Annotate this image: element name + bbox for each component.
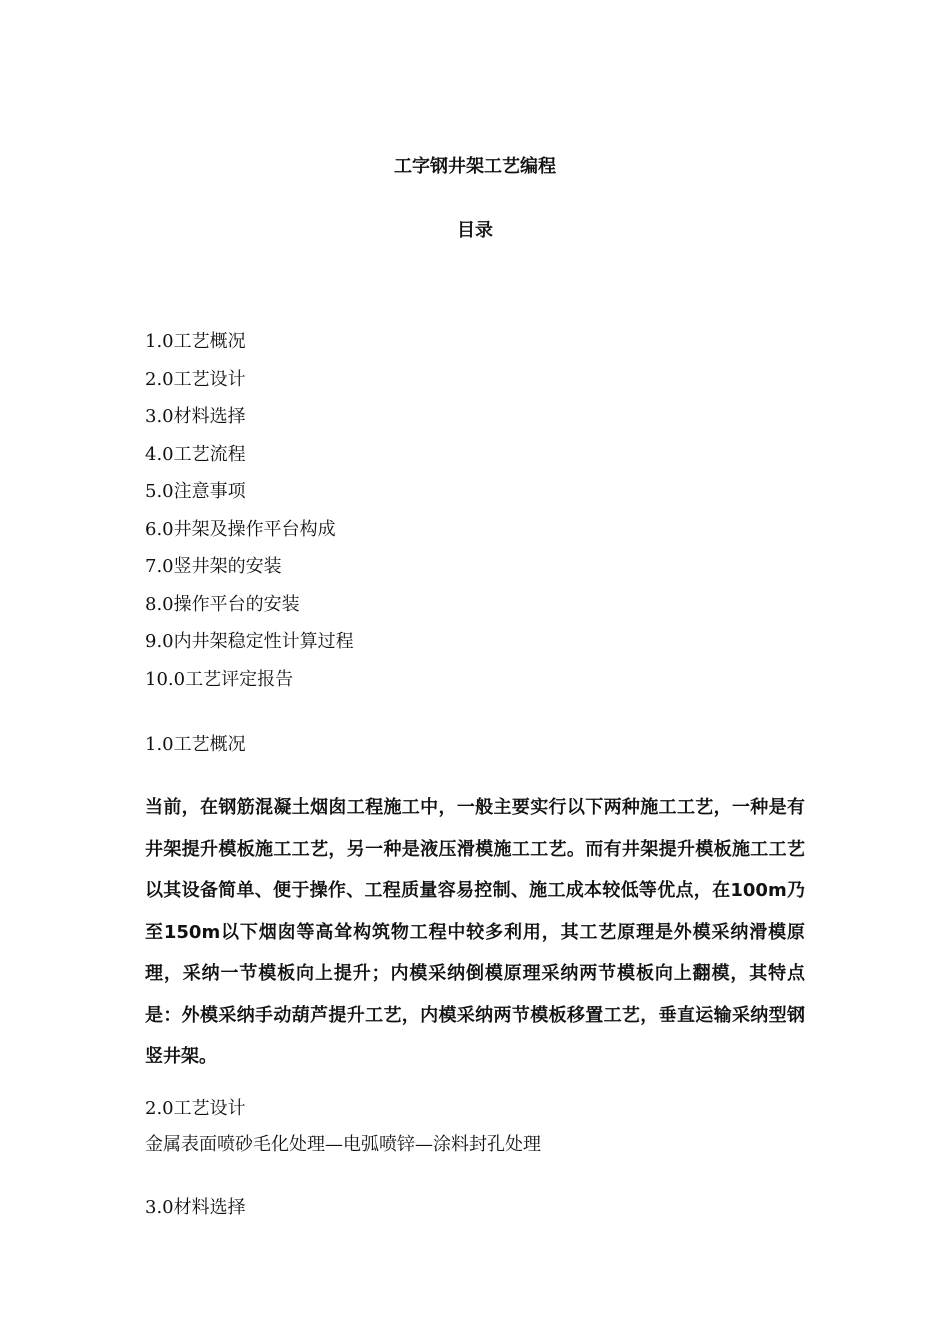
section-heading-overview: 1.0工艺概况 bbox=[145, 734, 246, 755]
toc-item: 10.0工艺评定报告 bbox=[145, 668, 294, 690]
toc-item: 4.0工艺流程 bbox=[145, 443, 246, 465]
section-body-design: 金属表面喷砂毛化处理—电弧喷锌—涂料封孔处理 bbox=[145, 1134, 541, 1155]
table-of-contents bbox=[145, 330, 354, 705]
toc-item: 5.0注意事项 bbox=[145, 481, 246, 502]
toc-item: 2.0工艺设计 bbox=[145, 368, 246, 390]
section-heading-design: 2.0工艺设计 bbox=[145, 1098, 246, 1119]
toc-item: 7.0竖井架的安装 bbox=[145, 556, 282, 577]
toc-heading: 目录 bbox=[457, 220, 493, 241]
section-body-overview: 当前，在钢筋混凝土烟囱工程施工中，一般主要实行以下两种施工工艺，一种是有井架提升模板施工工艺，另一种是液压滑模施工工艺。而有井架提升模板施工工艺以其设备简单、便于操作、工程质量容易控制、施工成本较低等优点，在100m乃至150m以下烟囱等高耸构筑物工程中较多利用，其工艺原理是外模采纳滑模原理，采纳一节模板向上提升；内模采纳倒模原理采纳两节模板向上翻模，其特点是：外模采纳手动葫芦提升工艺，内模采纳两节模板移置工艺，垂直运输采纳型钢竖井架。 bbox=[145, 797, 805, 1067]
document-title: 工字钢井架工艺编程 bbox=[394, 156, 556, 177]
toc-item: 6.0井架及操作平台构成 bbox=[145, 518, 336, 540]
toc-item: 1.0工艺概况 bbox=[145, 331, 246, 352]
toc-item: 8.0操作平台的安装 bbox=[145, 593, 300, 615]
section-heading-materials: 3.0材料选择 bbox=[145, 1197, 246, 1218]
toc-item: 3.0材料选择 bbox=[145, 406, 246, 427]
toc-item: 9.0内井架稳定性计算过程 bbox=[145, 631, 354, 652]
